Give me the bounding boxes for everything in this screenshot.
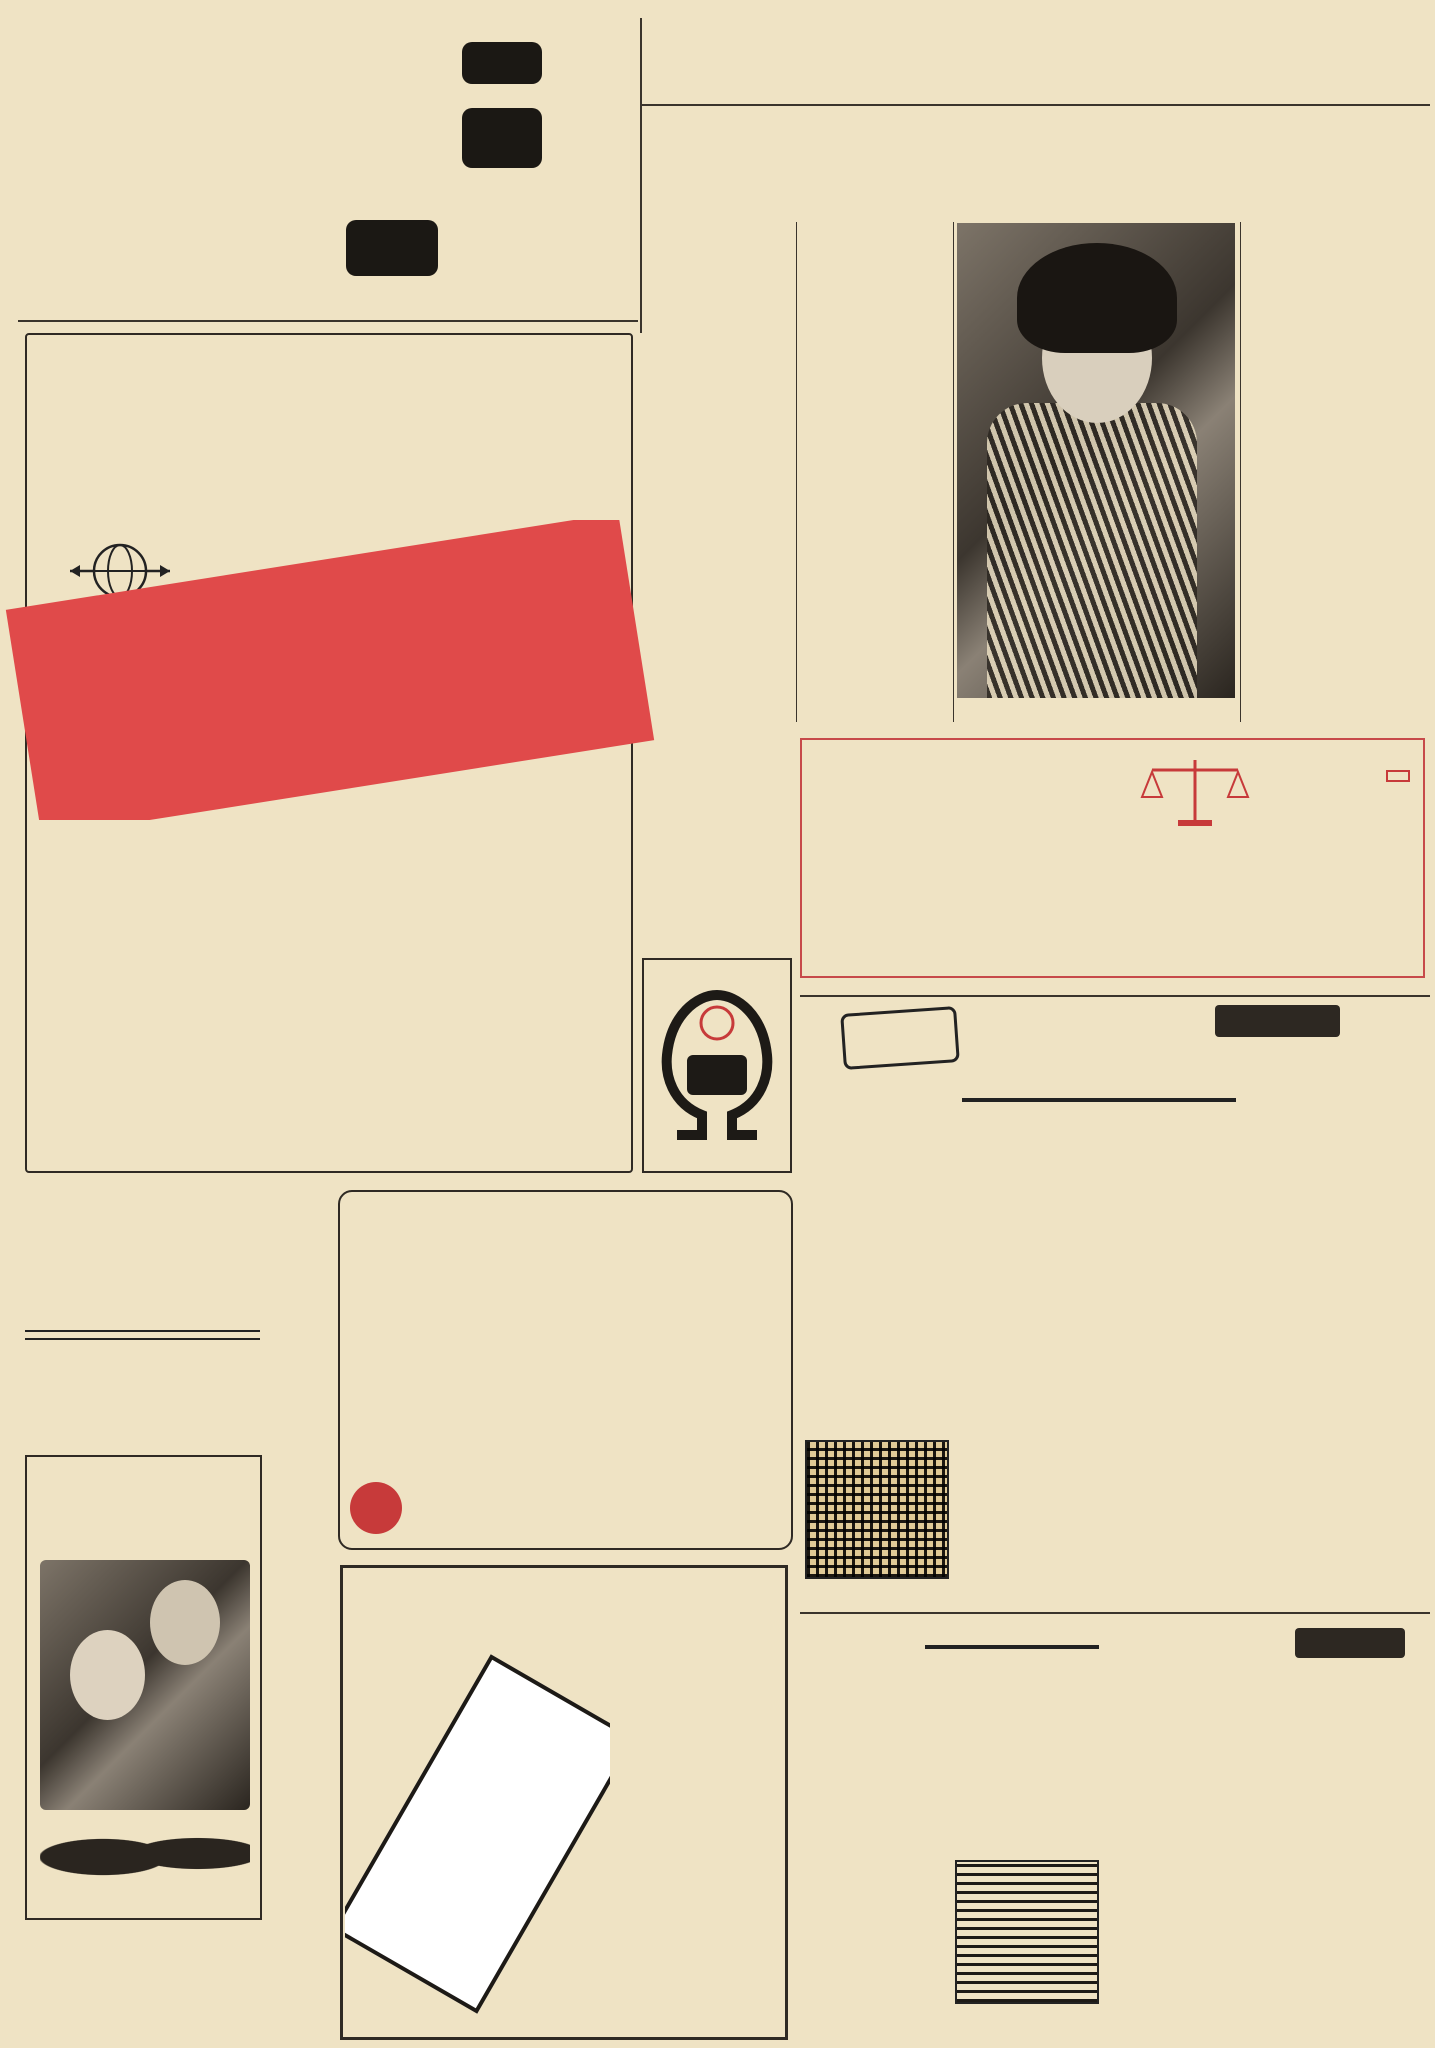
divider <box>800 995 1430 997</box>
tv-channel2-logo <box>346 220 438 276</box>
scales-icon <box>1140 752 1250 830</box>
omega-icon <box>657 985 777 1145</box>
article-col-a <box>1267 225 1417 725</box>
horoscope-title <box>1386 770 1410 782</box>
article-col-b <box>800 225 950 725</box>
aei-banner-line1 <box>6 520 621 630</box>
horoscope-text-right <box>1070 835 1415 970</box>
bull-illustration <box>40 1815 250 1885</box>
crossword2-extra <box>800 1860 950 2040</box>
canon-badge-icon <box>350 1482 402 1534</box>
crossword-tag <box>1215 1005 1340 1037</box>
photo-face-2 <box>70 1630 145 1720</box>
photo-hair <box>1017 243 1177 353</box>
divider <box>1240 222 1241 722</box>
tv-logo <box>462 42 542 84</box>
crossword-across <box>1275 1045 1425 1600</box>
divider <box>640 104 1430 106</box>
photo-dress <box>987 403 1197 698</box>
solution-grid-2 <box>955 1860 1099 2004</box>
divider <box>640 18 642 333</box>
javidan-group <box>345 1660 510 1938</box>
divider <box>800 1612 1430 1614</box>
crossword-down <box>800 1075 950 1415</box>
divider <box>953 222 954 722</box>
crossword2-tag <box>1295 1628 1405 1658</box>
photo-face-1 <box>150 1580 220 1665</box>
crossword-extra <box>962 1420 1267 1600</box>
film-photo <box>40 1560 250 1810</box>
crossword2-across <box>1110 1670 1425 2040</box>
divider <box>18 320 638 322</box>
cinema-premiere <box>25 1330 260 1340</box>
crossword-logo <box>840 1006 960 1070</box>
crossword-grid[interactable] <box>962 1098 1236 1102</box>
javidan-group-banner <box>345 1650 610 2035</box>
tv-channel1-logo <box>462 108 542 168</box>
article-photo <box>957 223 1235 698</box>
horoscope-text-left <box>810 748 1062 970</box>
divider <box>796 222 797 722</box>
crossword2-grid[interactable] <box>925 1645 1099 1649</box>
solution-grid-1 <box>805 1440 949 1579</box>
canon-ad <box>338 1190 793 1550</box>
aei-red-banner <box>0 520 670 820</box>
javidan-text <box>610 1885 775 2035</box>
